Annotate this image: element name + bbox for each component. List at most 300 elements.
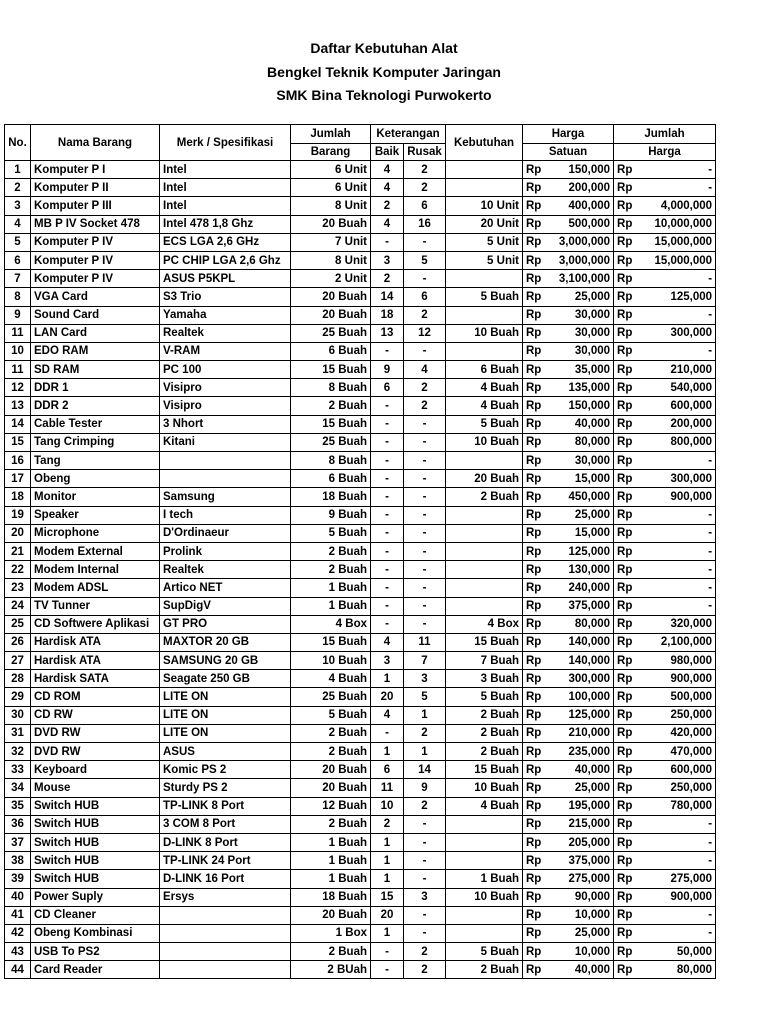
cell-jumlah-harga: 15,000,000 xyxy=(641,251,716,269)
cell-merk: Visipro xyxy=(160,397,291,415)
table-row xyxy=(5,633,716,651)
cell-no: 40 xyxy=(5,888,31,906)
col-header-jumlah-bottom: Barang xyxy=(291,144,371,161)
cell-baik: 13 xyxy=(371,324,404,342)
cell-jumlah-barang: 6 Unit xyxy=(291,179,371,197)
cell-total-currency: Rp xyxy=(614,924,641,942)
cell-kebutuhan xyxy=(446,579,523,597)
cell-jumlah-harga: - xyxy=(641,852,716,870)
cell-nama-barang: Modem External xyxy=(31,542,160,560)
table-row xyxy=(5,215,716,233)
cell-total-currency: Rp xyxy=(614,615,641,633)
cell-nama-barang: DVD RW xyxy=(31,743,160,761)
table-row xyxy=(5,415,716,433)
cell-kebutuhan: 10 Buah xyxy=(446,888,523,906)
cell-merk: Komic PS 2 xyxy=(160,761,291,779)
cell-kebutuhan xyxy=(446,815,523,833)
cell-no: 31 xyxy=(5,724,31,742)
cell-kebutuhan: 4 Box xyxy=(446,615,523,633)
cell-baik: - xyxy=(371,724,404,742)
cell-harga-currency: Rp xyxy=(523,670,550,688)
cell-total-currency: Rp xyxy=(614,470,641,488)
cell-merk: PC CHIP LGA 2,6 Ghz xyxy=(160,251,291,269)
cell-no: 6 xyxy=(5,251,31,269)
cell-harga-currency: Rp xyxy=(523,270,550,288)
cell-total-currency: Rp xyxy=(614,361,641,379)
cell-no: 32 xyxy=(5,743,31,761)
cell-jumlah-harga: - xyxy=(641,542,716,560)
cell-baik: 4 xyxy=(371,161,404,179)
cell-harga-currency: Rp xyxy=(523,233,550,251)
cell-jumlah-barang: 6 Buah xyxy=(291,470,371,488)
cell-harga-currency: Rp xyxy=(523,215,550,233)
cell-merk: Realtek xyxy=(160,561,291,579)
cell-jumlah-harga: 300,000 xyxy=(641,470,716,488)
cell-jumlah-harga: - xyxy=(641,452,716,470)
cell-nama-barang: Switch HUB xyxy=(31,833,160,851)
cell-jumlah-harga: 470,000 xyxy=(641,743,716,761)
cell-harga-satuan: 25,000 xyxy=(550,924,614,942)
cell-total-currency: Rp xyxy=(614,579,641,597)
cell-rusak: - xyxy=(404,924,446,942)
doc-school-name: SMK Bina Teknologi Purwokerto xyxy=(276,87,492,103)
cell-rusak: 6 xyxy=(404,197,446,215)
cell-harga-currency: Rp xyxy=(523,488,550,506)
cell-rusak: - xyxy=(404,815,446,833)
cell-baik: 10 xyxy=(371,797,404,815)
cell-harga-satuan: 150,000 xyxy=(550,161,614,179)
cell-jumlah-harga: 900,000 xyxy=(641,488,716,506)
cell-harga-currency: Rp xyxy=(523,652,550,670)
cell-kebutuhan: 1 Buah xyxy=(446,870,523,888)
cell-harga-currency: Rp xyxy=(523,633,550,651)
cell-harga-satuan: 15,000 xyxy=(550,524,614,542)
cell-jumlah-harga: 4,000,000 xyxy=(641,197,716,215)
cell-harga-currency: Rp xyxy=(523,342,550,360)
cell-kebutuhan: 10 Buah xyxy=(446,779,523,797)
cell-baik: 4 xyxy=(371,179,404,197)
cell-harga-currency: Rp xyxy=(523,706,550,724)
cell-merk: D-LINK 8 Port xyxy=(160,833,291,851)
cell-jumlah-barang: 1 Buah xyxy=(291,833,371,851)
cell-total-currency: Rp xyxy=(614,779,641,797)
cell-jumlah-barang: 1 Box xyxy=(291,924,371,942)
cell-rusak: 2 xyxy=(404,961,446,979)
cell-kebutuhan xyxy=(446,924,523,942)
cell-harga-currency: Rp xyxy=(523,524,550,542)
cell-merk: Prolink xyxy=(160,542,291,560)
cell-total-currency: Rp xyxy=(614,161,641,179)
cell-baik: 9 xyxy=(371,361,404,379)
cell-nama-barang: Komputer P IV xyxy=(31,251,160,269)
cell-harga-satuan: 450,000 xyxy=(550,488,614,506)
table-row xyxy=(5,506,716,524)
cell-nama-barang: Switch HUB xyxy=(31,797,160,815)
cell-jumlah-harga: 300,000 xyxy=(641,324,716,342)
cell-no: 8 xyxy=(5,288,31,306)
cell-rusak: 16 xyxy=(404,215,446,233)
table-row xyxy=(5,615,716,633)
cell-harga-satuan: 10,000 xyxy=(550,906,614,924)
table-row xyxy=(5,161,716,179)
cell-harga-currency: Rp xyxy=(523,397,550,415)
cell-kebutuhan xyxy=(446,561,523,579)
cell-jumlah-harga: 600,000 xyxy=(641,761,716,779)
cell-rusak: - xyxy=(404,615,446,633)
cell-harga-currency: Rp xyxy=(523,324,550,342)
col-header-no: No. xyxy=(5,125,31,161)
cell-kebutuhan xyxy=(446,270,523,288)
col-header-harga-bottom: Satuan xyxy=(523,144,614,161)
cell-no: 41 xyxy=(5,906,31,924)
cell-merk xyxy=(160,906,291,924)
cell-merk: ASUS P5KPL xyxy=(160,270,291,288)
cell-kebutuhan: 2 Buah xyxy=(446,743,523,761)
cell-merk: Intel xyxy=(160,161,291,179)
cell-total-currency: Rp xyxy=(614,542,641,560)
cell-nama-barang: USB To PS2 xyxy=(31,943,160,961)
cell-nama-barang: Modem ADSL xyxy=(31,579,160,597)
cell-nama-barang: DVD RW xyxy=(31,724,160,742)
cell-no: 3 xyxy=(5,197,31,215)
cell-kebutuhan: 15 Buah xyxy=(446,633,523,651)
cell-baik: 1 xyxy=(371,743,404,761)
cell-jumlah-harga: - xyxy=(641,906,716,924)
cell-harga-currency: Rp xyxy=(523,161,550,179)
cell-rusak: 9 xyxy=(404,779,446,797)
cell-baik: - xyxy=(371,579,404,597)
cell-nama-barang: Monitor xyxy=(31,488,160,506)
cell-merk: Yamaha xyxy=(160,306,291,324)
cell-jumlah-harga: 15,000,000 xyxy=(641,233,716,251)
cell-total-currency: Rp xyxy=(614,197,641,215)
cell-harga-satuan: 80,000 xyxy=(550,615,614,633)
cell-nama-barang: Power Suply xyxy=(31,888,160,906)
cell-total-currency: Rp xyxy=(614,415,641,433)
cell-baik: 3 xyxy=(371,251,404,269)
cell-harga-satuan: 130,000 xyxy=(550,561,614,579)
cell-jumlah-harga: - xyxy=(641,561,716,579)
cell-no: 7 xyxy=(5,270,31,288)
cell-rusak: - xyxy=(404,433,446,451)
cell-baik: 20 xyxy=(371,688,404,706)
cell-no: 14 xyxy=(5,415,31,433)
cell-jumlah-barang: 18 Buah xyxy=(291,888,371,906)
cell-jumlah-harga: 900,000 xyxy=(641,888,716,906)
cell-baik: 2 xyxy=(371,197,404,215)
cell-no: 16 xyxy=(5,452,31,470)
cell-harga-satuan: 200,000 xyxy=(550,179,614,197)
cell-baik: - xyxy=(371,415,404,433)
table-row xyxy=(5,943,716,961)
cell-total-currency: Rp xyxy=(614,706,641,724)
cell-merk: Kitani xyxy=(160,433,291,451)
col-header-baik: Baik xyxy=(371,144,404,161)
cell-nama-barang: TV Tunner xyxy=(31,597,160,615)
cell-harga-satuan: 3,100,000 xyxy=(550,270,614,288)
cell-baik: - xyxy=(371,488,404,506)
cell-harga-satuan: 25,000 xyxy=(550,779,614,797)
cell-baik: 14 xyxy=(371,288,404,306)
cell-harga-currency: Rp xyxy=(523,579,550,597)
cell-kebutuhan: 5 Buah xyxy=(446,415,523,433)
cell-rusak: 1 xyxy=(404,706,446,724)
cell-baik: - xyxy=(371,961,404,979)
cell-total-currency: Rp xyxy=(614,724,641,742)
cell-baik: - xyxy=(371,397,404,415)
cell-nama-barang: VGA Card xyxy=(31,288,160,306)
cell-rusak: 6 xyxy=(404,288,446,306)
cell-harga-satuan: 140,000 xyxy=(550,633,614,651)
table-row xyxy=(5,324,716,342)
cell-harga-currency: Rp xyxy=(523,542,550,560)
cell-merk: 3 COM 8 Port xyxy=(160,815,291,833)
cell-harga-currency: Rp xyxy=(523,870,550,888)
cell-total-currency: Rp xyxy=(614,179,641,197)
cell-no: 11 xyxy=(5,324,31,342)
cell-baik: - xyxy=(371,433,404,451)
cell-harga-satuan: 3,000,000 xyxy=(550,233,614,251)
cell-total-currency: Rp xyxy=(614,761,641,779)
cell-rusak: 2 xyxy=(404,306,446,324)
cell-baik: - xyxy=(371,506,404,524)
cell-merk: TP-LINK 8 Port xyxy=(160,797,291,815)
cell-rusak: - xyxy=(404,452,446,470)
cell-harga-currency: Rp xyxy=(523,506,550,524)
cell-kebutuhan: 2 Buah xyxy=(446,488,523,506)
cell-rusak: 2 xyxy=(404,943,446,961)
cell-no: 15 xyxy=(5,433,31,451)
cell-baik: 1 xyxy=(371,870,404,888)
cell-total-currency: Rp xyxy=(614,688,641,706)
cell-jumlah-harga: 600,000 xyxy=(641,397,716,415)
col-header-keterangan: Keterangan xyxy=(371,125,446,144)
cell-jumlah-barang: 8 Buah xyxy=(291,379,371,397)
cell-kebutuhan xyxy=(446,161,523,179)
cell-baik: - xyxy=(371,943,404,961)
cell-kebutuhan xyxy=(446,597,523,615)
cell-baik: 6 xyxy=(371,379,404,397)
cell-no: 38 xyxy=(5,852,31,870)
cell-no: 18 xyxy=(5,488,31,506)
cell-total-currency: Rp xyxy=(614,524,641,542)
cell-nama-barang: CD ROM xyxy=(31,688,160,706)
cell-jumlah-barang: 2 Buah xyxy=(291,743,371,761)
cell-no: 37 xyxy=(5,833,31,851)
table-row xyxy=(5,888,716,906)
cell-harga-satuan: 100,000 xyxy=(550,688,614,706)
cell-total-currency: Rp xyxy=(614,488,641,506)
cell-jumlah-barang: 5 Buah xyxy=(291,524,371,542)
cell-harga-satuan: 25,000 xyxy=(550,288,614,306)
cell-harga-satuan: 300,000 xyxy=(550,670,614,688)
col-header-nama: Nama Barang xyxy=(31,125,160,161)
cell-nama-barang: DDR 2 xyxy=(31,397,160,415)
cell-jumlah-harga: - xyxy=(641,179,716,197)
table-row xyxy=(5,724,716,742)
cell-harga-currency: Rp xyxy=(523,888,550,906)
cell-jumlah-barang: 4 Buah xyxy=(291,670,371,688)
cell-nama-barang: Switch HUB xyxy=(31,870,160,888)
cell-total-currency: Rp xyxy=(614,888,641,906)
cell-kebutuhan: 20 Unit xyxy=(446,215,523,233)
cell-rusak: 2 xyxy=(404,397,446,415)
cell-jumlah-harga: 320,000 xyxy=(641,615,716,633)
table-row xyxy=(5,870,716,888)
cell-rusak: 4 xyxy=(404,361,446,379)
cell-merk: SAMSUNG 20 GB xyxy=(160,652,291,670)
cell-harga-currency: Rp xyxy=(523,615,550,633)
cell-total-currency: Rp xyxy=(614,215,641,233)
cell-total-currency: Rp xyxy=(614,561,641,579)
table-row xyxy=(5,379,716,397)
table-row xyxy=(5,961,716,979)
cell-rusak: 2 xyxy=(404,379,446,397)
cell-no: 24 xyxy=(5,597,31,615)
cell-jumlah-barang: 5 Buah xyxy=(291,706,371,724)
cell-harga-satuan: 40,000 xyxy=(550,761,614,779)
cell-baik: 2 xyxy=(371,815,404,833)
cell-harga-satuan: 3,000,000 xyxy=(550,251,614,269)
cell-rusak: 2 xyxy=(404,179,446,197)
cell-jumlah-harga: 540,000 xyxy=(641,379,716,397)
cell-total-currency: Rp xyxy=(614,288,641,306)
cell-jumlah-harga: 420,000 xyxy=(641,724,716,742)
cell-baik: 20 xyxy=(371,906,404,924)
cell-baik: 4 xyxy=(371,633,404,651)
cell-harga-currency: Rp xyxy=(523,179,550,197)
cell-harga-currency: Rp xyxy=(523,306,550,324)
cell-total-currency: Rp xyxy=(614,633,641,651)
cell-rusak: - xyxy=(404,833,446,851)
cell-jumlah-barang: 1 Buah xyxy=(291,597,371,615)
table-row xyxy=(5,306,716,324)
table-row xyxy=(5,524,716,542)
cell-baik: 4 xyxy=(371,215,404,233)
table-row xyxy=(5,743,716,761)
cell-total-currency: Rp xyxy=(614,433,641,451)
cell-kebutuhan: 10 Unit xyxy=(446,197,523,215)
cell-jumlah-barang: 20 Buah xyxy=(291,906,371,924)
cell-baik: 1 xyxy=(371,852,404,870)
cell-nama-barang: EDO RAM xyxy=(31,342,160,360)
cell-jumlah-harga: 200,000 xyxy=(641,415,716,433)
cell-jumlah-harga: 250,000 xyxy=(641,779,716,797)
cell-rusak: - xyxy=(404,488,446,506)
cell-rusak: - xyxy=(404,561,446,579)
cell-harga-currency: Rp xyxy=(523,470,550,488)
cell-jumlah-barang: 25 Buah xyxy=(291,688,371,706)
cell-rusak: - xyxy=(404,870,446,888)
cell-kebutuhan: 10 Buah xyxy=(446,324,523,342)
cell-jumlah-barang: 7 Unit xyxy=(291,233,371,251)
cell-harga-satuan: 30,000 xyxy=(550,324,614,342)
cell-harga-satuan: 90,000 xyxy=(550,888,614,906)
cell-harga-satuan: 15,000 xyxy=(550,470,614,488)
cell-harga-currency: Rp xyxy=(523,197,550,215)
cell-no: 27 xyxy=(5,652,31,670)
cell-nama-barang: Tang Crimping xyxy=(31,433,160,451)
cell-harga-currency: Rp xyxy=(523,833,550,851)
cell-harga-currency: Rp xyxy=(523,433,550,451)
cell-nama-barang: Keyboard xyxy=(31,761,160,779)
cell-jumlah-barang: 20 Buah xyxy=(291,288,371,306)
cell-total-currency: Rp xyxy=(614,833,641,851)
table-row xyxy=(5,488,716,506)
table-row xyxy=(5,397,716,415)
table-row xyxy=(5,361,716,379)
table-row xyxy=(5,288,716,306)
cell-jumlah-barang: 8 Buah xyxy=(291,452,371,470)
cell-baik: 18 xyxy=(371,306,404,324)
cell-rusak: 12 xyxy=(404,324,446,342)
cell-jumlah-barang: 20 Buah xyxy=(291,215,371,233)
cell-no: 39 xyxy=(5,870,31,888)
table-row xyxy=(5,251,716,269)
cell-total-currency: Rp xyxy=(614,452,641,470)
cell-nama-barang: Microphone xyxy=(31,524,160,542)
cell-baik: 6 xyxy=(371,761,404,779)
cell-jumlah-barang: 15 Buah xyxy=(291,415,371,433)
cell-kebutuhan: 2 Buah xyxy=(446,724,523,742)
cell-total-currency: Rp xyxy=(614,815,641,833)
cell-harga-currency: Rp xyxy=(523,561,550,579)
cell-rusak: - xyxy=(404,506,446,524)
table-row xyxy=(5,779,716,797)
cell-total-currency: Rp xyxy=(614,652,641,670)
cell-total-currency: Rp xyxy=(614,270,641,288)
cell-no: 43 xyxy=(5,943,31,961)
cell-total-currency: Rp xyxy=(614,797,641,815)
cell-harga-satuan: 150,000 xyxy=(550,397,614,415)
cell-harga-satuan: 35,000 xyxy=(550,361,614,379)
cell-rusak: 2 xyxy=(404,724,446,742)
table-row xyxy=(5,833,716,851)
cell-kebutuhan xyxy=(446,524,523,542)
cell-jumlah-harga: 50,000 xyxy=(641,943,716,961)
cell-nama-barang: CD Softwere Aplikasi xyxy=(31,615,160,633)
cell-baik: - xyxy=(371,233,404,251)
cell-jumlah-harga: 80,000 xyxy=(641,961,716,979)
cell-jumlah-barang: 6 Unit xyxy=(291,161,371,179)
cell-rusak: 3 xyxy=(404,888,446,906)
cell-no: 23 xyxy=(5,579,31,597)
cell-rusak: - xyxy=(404,524,446,542)
cell-merk: SupDigV xyxy=(160,597,291,615)
cell-merk: Visipro xyxy=(160,379,291,397)
cell-no: 19 xyxy=(5,506,31,524)
cell-jumlah-barang: 1 Buah xyxy=(291,852,371,870)
cell-nama-barang: Obeng Kombinasi xyxy=(31,924,160,942)
table-row xyxy=(5,342,716,360)
cell-harga-satuan: 125,000 xyxy=(550,542,614,560)
cell-nama-barang: LAN Card xyxy=(31,324,160,342)
cell-rusak: - xyxy=(404,906,446,924)
cell-jumlah-harga: - xyxy=(641,506,716,524)
cell-kebutuhan: 2 Buah xyxy=(446,961,523,979)
col-header-harga-top: Harga xyxy=(523,125,614,144)
cell-kebutuhan: 20 Buah xyxy=(446,470,523,488)
cell-jumlah-harga: 780,000 xyxy=(641,797,716,815)
cell-jumlah-barang: 20 Buah xyxy=(291,306,371,324)
cell-jumlah-harga: 800,000 xyxy=(641,433,716,451)
doc-subtitle: Bengkel Teknik Komputer Jaringan xyxy=(267,64,501,80)
cell-total-currency: Rp xyxy=(614,961,641,979)
cell-nama-barang: Hardisk ATA xyxy=(31,652,160,670)
cell-no: 29 xyxy=(5,688,31,706)
cell-nama-barang: Switch HUB xyxy=(31,852,160,870)
cell-harga-satuan: 235,000 xyxy=(550,743,614,761)
